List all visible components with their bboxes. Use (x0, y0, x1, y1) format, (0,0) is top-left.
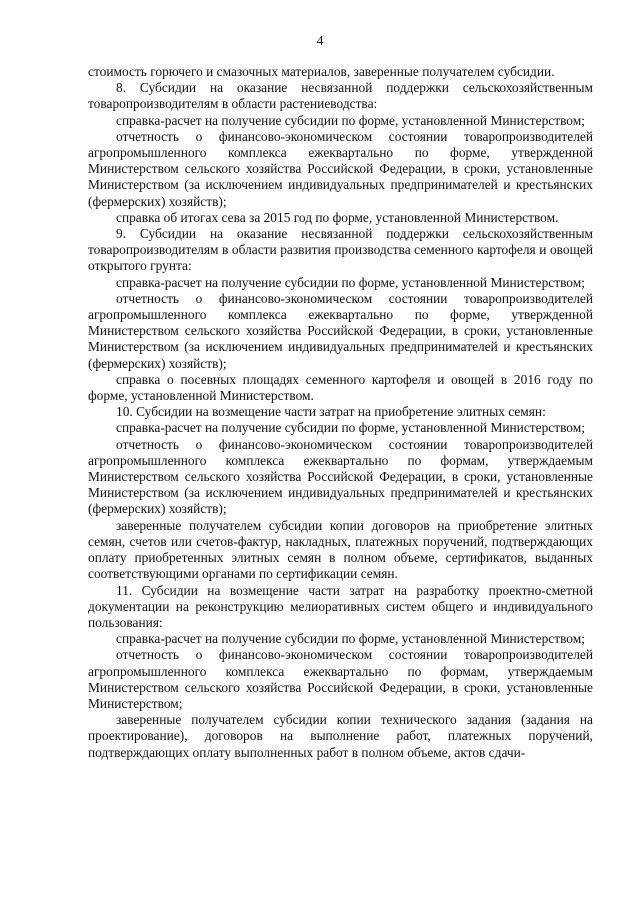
paragraph: отчетность о финансово-экономическом состоянии товаропроизводителей агропромышленного комплекса ежеквартально по форме, утвержденной Министерством сельского хозяйства Российской Федерации, в сроки, установленные Министерством (за исключением индивидуальных предпринимателей и крестьянских (фермерских) хозяйств); (88, 128, 593, 209)
paragraph: 9. Субсидии на оказание несвязанной поддержки сельскохозяйственным товаропроизводителям в области развития производства семенного картофеля и овощей открытого грунта: (88, 226, 593, 274)
paragraph: справка-расчет на получение субсидии по форме, установленной Министерством; (116, 274, 585, 290)
paragraph: справка-расчет на получение субсидии по форме, установленной Министерством; (116, 420, 585, 436)
paragraph: отчетность о финансово-экономическом состоянии товаропроизводителей агропромышленного комплекса ежеквартально по формам, утверждаемым Министерством сельского хозяйства Российской Федерации, в сроки, установленные Министерством (за исключением индивидуальных предпринимателей и крестьянских (фермерских) хозяйств); (88, 436, 593, 517)
paragraph: 10. Субсидии на возмещение части затрат на приобретение элитных семян: (116, 404, 546, 420)
paragraph: справка-расчет на получение субсидии по форме, установленной Министерством; (116, 112, 585, 128)
paragraph: 11. Субсидии на возмещение части затрат на разработку проектно-сметной документации на реконструкцию мелиоративных систем общего и индивидуального пользования: (88, 582, 593, 630)
page-number: 4 (316, 34, 324, 49)
paragraph: заверенные получателем субсидии копии технического задания (задания на проектирование), договоров на выполнение работ, платежных поручений, подтверждающих оплату выполненных работ в полном объеме, актов сдачи- (88, 712, 593, 760)
paragraph: стоимость горючего и смазочных материалов, заверенные получателем субсидии. (88, 64, 555, 79)
paragraph: отчетность о финансово-экономическом состоянии товаропроизводителей агропромышленного комплекса ежеквартально по формам, утверждаемым Министерством сельского хозяйства Российской Федерации, в сроки, установленные Министерством; (88, 647, 593, 711)
paragraph: справка об итогах сева за 2015 год по форме, установленной Министерством. (116, 209, 559, 225)
document-body (88, 64, 593, 761)
paragraph: справка-расчет на получение субсидии по форме, установленной Министерством; (116, 631, 585, 647)
paragraph: заверенные получателем субсидии копии договоров на приобретение элитных семян, счетов или счетов-фактур, накладных, платежных поручений, подтверждающих оплату приобретенных элитных семян в полном объеме, сертификатов, выданных соответствующими органами по сертификации семян. (88, 517, 593, 582)
paragraph: справка о посевных площадях семенного картофеля и овощей в 2016 году по форме, установленной Министерством. (88, 371, 593, 404)
paragraph: отчетность о финансово-экономическом состоянии товаропроизводителей агропромышленного комплекса ежеквартально по форме, утвержденной Министерством сельского хозяйства Российской Федерации, в сроки, установленные Министерством (за исключением индивидуальных предпринимателей и крестьянских (фермерских) хозяйств); (88, 290, 593, 371)
paragraph: 8. Субсидии на оказание несвязанной поддержки сельскохозяйственным товаропроизводителям в области растениеводства: (88, 80, 593, 112)
